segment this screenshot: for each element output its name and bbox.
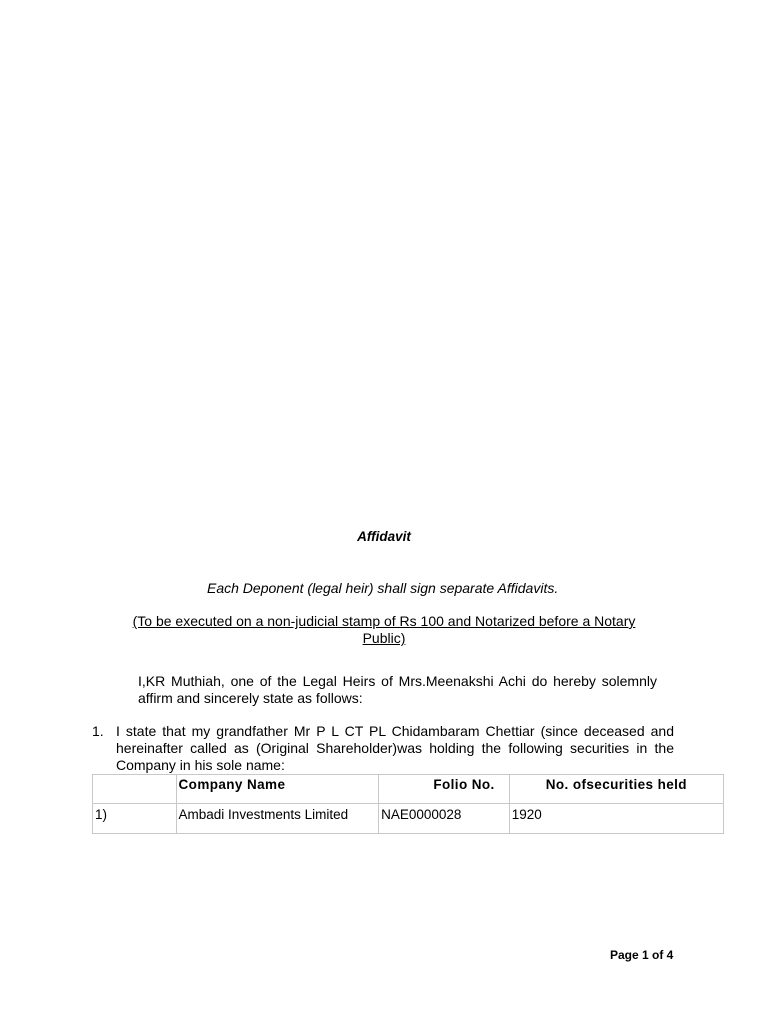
- cell-securities-held: 1920: [509, 804, 723, 834]
- cell-folio-no: NAE0000028: [379, 804, 510, 834]
- paragraph-text: I state that my grandfather Mr P L CT PL Chidambaram Chettiar (since deceased and hereinafter called as (Original Shareholder)was holding the following securities in the Company in his sole name:: [116, 723, 674, 773]
- numbered-paragraph: [92, 723, 674, 774]
- document-title: Affidavit: [357, 529, 411, 544]
- notary-note: (To be executed on a non-judicial stamp of Rs 100 and Notarized before a Notary Public): [132, 613, 636, 646]
- page-number: Page 1 of 4: [610, 948, 674, 962]
- securities-table: [92, 774, 724, 834]
- header-securities-held: No. ofsecurities held: [509, 775, 723, 804]
- table-header-row: [93, 775, 724, 804]
- header-serial: [93, 775, 177, 804]
- header-company-name: [176, 775, 379, 804]
- intro-statement: I,KR Muthiah, one of the Legal Heirs of Mrs.Meenakshi Achi do hereby solemnly affirm and sincerely state as follows:: [138, 673, 657, 706]
- paragraph-number: 1.: [92, 723, 104, 739]
- cell-serial: 1): [93, 804, 177, 834]
- header-company-name-label: Company Name: [178, 777, 286, 792]
- deponent-instruction: Each Deponent (legal heir) shall sign separate Affidavits.: [207, 580, 559, 596]
- cell-company-name: Ambadi Investments Limited: [176, 804, 379, 834]
- table-row: [93, 804, 724, 834]
- header-folio-no: Folio No.: [379, 775, 510, 804]
